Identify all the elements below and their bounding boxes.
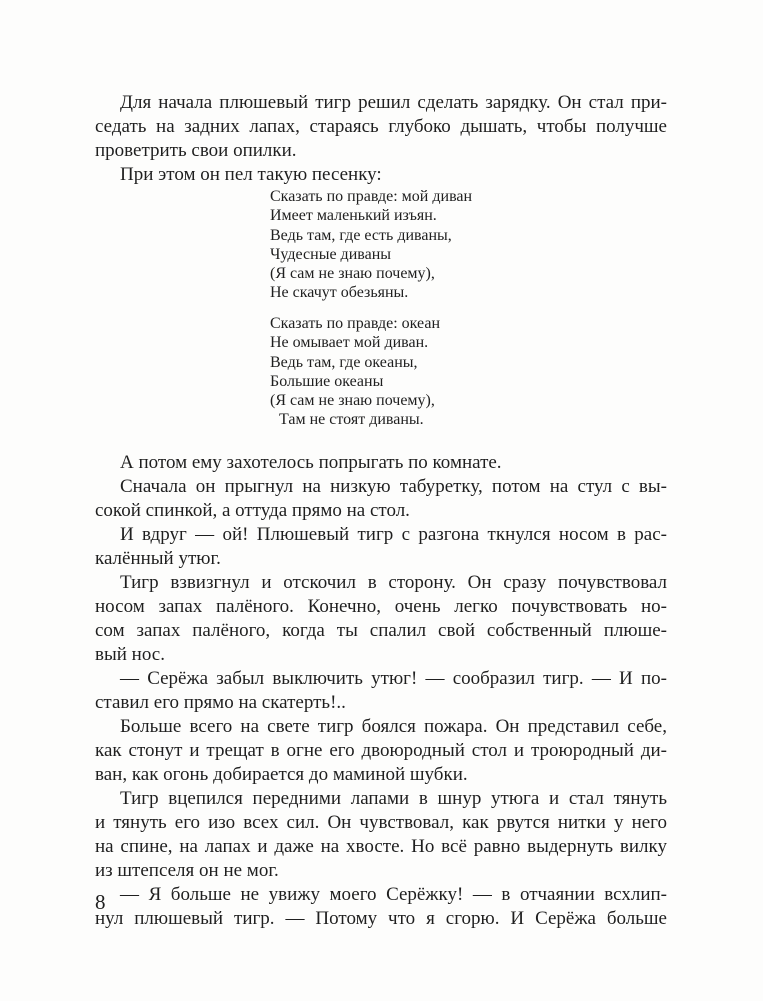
text-line: и тянуть его изо всех сил. Он чувствовал, как рвутся нитки у него (95, 812, 667, 833)
text-line: на спине, на лапах и даже на хвосте. Но всё равно выдернуть вилку (95, 836, 667, 857)
text-line: седать на задних лапах, стараясь глубоко дышать, чтобы получше (95, 116, 667, 137)
text-line: При этом он пел такую песенку: (120, 164, 382, 185)
text-line: ван, как огонь добирается до маминой шубки. (95, 764, 468, 785)
text-line: Для начала плюшевый тигр решил сделать зарядку. Он стал при- (120, 92, 667, 113)
poem-line: Чудесные диваны (270, 245, 392, 263)
text-line: носом запах палёного. Конечно, очень легко почувствовать но- (95, 596, 667, 617)
text-line: нул плюшевый тигр. — Потому что я сгорю. И Серёжа больше (95, 908, 667, 929)
poem-line: Не скачут обезьяны. (270, 284, 409, 302)
page-number: 8 (95, 890, 106, 914)
intro-paragraphs (95, 91, 667, 187)
poem-line: (Я сам не знаю почему), (270, 392, 435, 410)
text-line: Больше всего на свете тигр боялся пожара. Он представил себе, (120, 716, 667, 737)
poem-line: Сказать по правде: океан (270, 315, 441, 332)
text-line: сокой спинкой, а оттуда прямо на стол. (95, 500, 410, 521)
poem-line: Не омывает мой диван. (270, 334, 429, 352)
text-line: вый нос. (95, 644, 165, 665)
poem-stanza-2 (270, 314, 440, 430)
text-line: сом запах палёного, когда ты спалил свой собственный плюше- (95, 620, 667, 641)
poem-line: Имеет маленький изъян. (270, 207, 437, 225)
poem-line: Сказать по правде: мой диван (270, 188, 473, 205)
text-line: И вдруг — ой! Плюшевый тигр с разгона ткнулся носом в рас- (120, 524, 667, 545)
text-line: Тигр взвизгнул и отскочил в сторону. Он сразу почувствовал (120, 572, 667, 593)
text-line: Тигр вцепился передними лапами в шнур утюга и стал тянуть (120, 788, 667, 809)
text-line: — Серёжа забыл выключить утюг! — сообразил тигр. — И по- (120, 668, 667, 689)
text-line: из штепселя он не мог. (95, 860, 279, 881)
poem-stanza-1 (270, 187, 472, 303)
body-paragraphs (95, 451, 667, 931)
text-line: как стонут и трещат в огне его двоюродный стол и троюродный ди- (95, 740, 667, 761)
text-line: А потом ему захотелось попрыгать по комнате. (120, 452, 502, 473)
text-line: Сначала он прыгнул на низкую табуретку, потом на стул с вы- (120, 476, 667, 497)
text-line: проветрить свои опилки. (95, 140, 297, 161)
text-line: ставил его прямо на скатерть!.. (95, 692, 346, 713)
poem-line: Ведь там, где океаны, (270, 353, 418, 371)
poem-line: Ведь там, где есть диваны, (270, 226, 452, 244)
text-line: калённый утюг. (95, 548, 221, 569)
poem-line: Большие океаны (270, 372, 384, 390)
poem-line: Там не стоят диваны. (279, 411, 424, 429)
text-line: — Я больше не увижу моего Серёжку! — в отчаянии всхлип- (120, 884, 667, 905)
poem-line: (Я сам не знаю почему), (270, 265, 435, 283)
